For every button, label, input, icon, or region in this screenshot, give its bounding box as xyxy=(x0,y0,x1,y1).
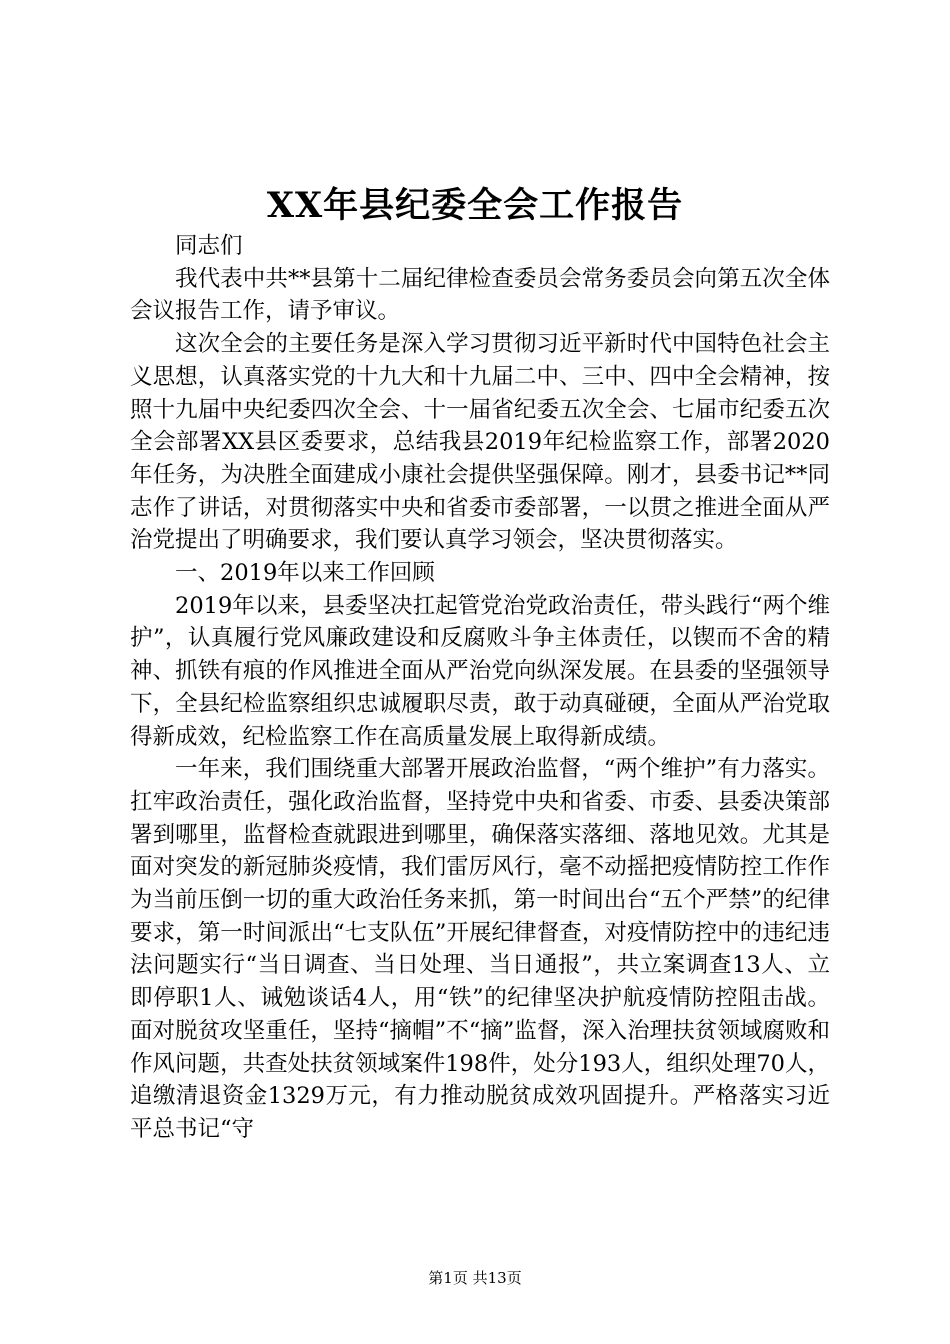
document-title: XX年县纪委全会工作报告 xyxy=(266,185,684,226)
document-body xyxy=(130,230,830,1146)
paragraph-review: 2019年以来，县委坚决扛起管党治党政治责任，带头践行“两个维护”，认真履行党风廉政建设和反腐败斗争主体责任，以锲而不舍的精神、抓铁有痕的作风推进全面从严治党向纵深发展。在县委的坚强领导下，全县纪检监察组织忠诚履职尽责，敢于动真碰硬，全面从严治党取得新成效，纪检监察工作在高质量发展上取得新成绩。 xyxy=(130,592,830,750)
salutation: 同志们 xyxy=(175,233,243,259)
paragraph-tasks: 这次全会的主要任务是深入学习贯彻习近平新时代中国特色社会主义思想，认真落实党的十九大和十九届二中、三中、四中全会精神，按照十九届中央纪委四次全会、十一届省纪委五次全会、七届市纪委五次全会部署XX县区委要求，总结我县2019年纪检监察工作，部署2020年任务，为决胜全面建成小康社会提供坚强保障。刚才，县委书记**同志作了讲话，对贯彻落实中央和省委市委部署，一以贯之推进全面从严治党提出了明确要求，我们要认真学习领会，坚决贯彻落实。 xyxy=(130,331,830,554)
paragraph-supervision: 一年来，我们围绕重大部署开展政治监督，“两个维护”有力落实。扛牢政治责任，强化政治监督，坚持党中央和省委、市委、县委决策部署到哪里，监督检查就跟进到哪里，确保落实落细、落地见效。尤其是面对突发的新冠肺炎疫情，我们雷厉风行，毫不动摇把疫情防控工作作为当前压倒一切的重大政治任务来抓，第一时间出台“五个严禁”的纪律要求，第一时间派出“七支队伍”开展纪律督查，对疫情防控中的违纪违法问题实行“当日调查、当日处理、当日通报”，共立案调查13人、立即停职1人、诫勉谈话4人，用“铁”的纪律坚决护航疫情防控阻击战。面对脱贫攻坚重任，坚持“摘帽”不“摘”监督，深入治理扶贫领域腐败和作风问题，共查处扶贫领域案件198件，处分193人，组织处理70人，追缴清退资金1329万元，有力推动脱贫成效巩固提升。严格落实习近平总书记“守 xyxy=(130,756,830,1142)
paragraph-intro: 我代表中共**县第十二届纪律检查委员会常务委员会向第五次全体会议报告工作，请予审议。 xyxy=(130,265,830,325)
page-number: 第1页 共13页 xyxy=(428,1269,522,1287)
section-heading: 一、2019年以来工作回顾 xyxy=(175,560,435,587)
